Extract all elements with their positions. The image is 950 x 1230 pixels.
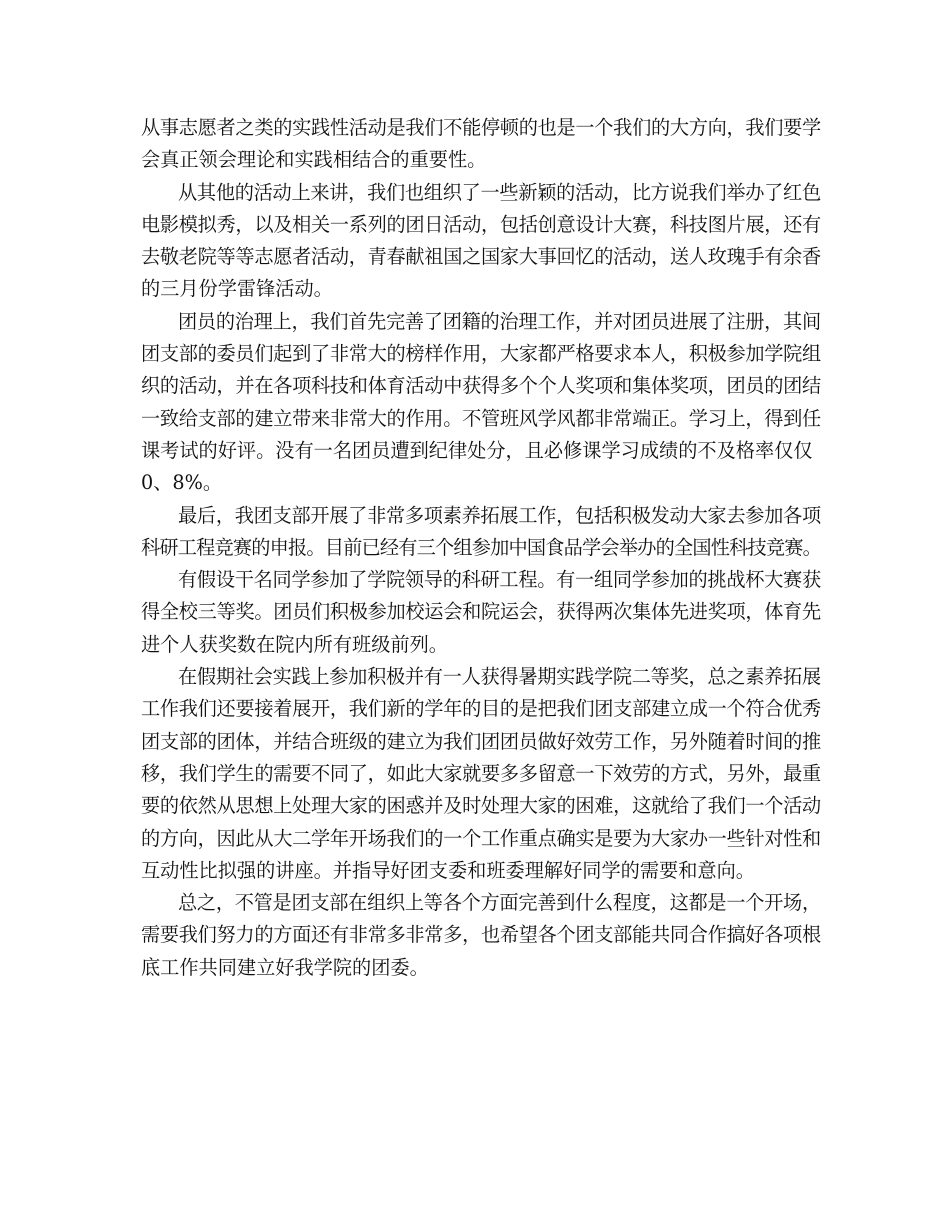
- text-line: 去敬老院等等志愿者活动，青春献祖国之国家大事回忆的活动，送人玫瑰手有余香: [141, 245, 821, 269]
- text-line: 电影模拟秀，以及相关一系列的团日活动，包括创意设计大赛，科技图片展，还有: [141, 212, 821, 236]
- text-line: 最后，我团支部开展了非常多项素养拓展工作，包括积极发动大家去参加各项: [178, 503, 821, 527]
- text-line: 得全校三等奖。团员们积极参加校运会和院运会，获得两次集体先进奖项，体育先: [141, 600, 821, 624]
- text-line: 科研工程竞赛的申报。目前已经有三个组参加中国食品学会举办的全国性科技竞赛。: [141, 535, 821, 559]
- text-line: 要的依然从思想上处理大家的困惑并及时处理大家的困难，这就给了我们一个活动: [141, 794, 821, 818]
- text-line: 需要我们努力的方面还有非常多非常多，也希望各个团支部能共同合作搞好各项根: [141, 923, 821, 947]
- text-line: 织的活动，并在各项科技和体育活动中获得多个个人奖项和集体奖项，团员的团结: [141, 374, 821, 398]
- text-line: 团支部的委员们起到了非常大的榜样作用，大家都严格要求本人，积极参加学院组: [141, 342, 821, 366]
- text-line: 团支部的团体，并结合班级的建立为我们团团员做好效劳工作，另外随着时间的推: [141, 729, 821, 753]
- text-line: 从其他的活动上来讲，我们也组织了一些新颖的活动，比方说我们举办了红色: [178, 180, 821, 204]
- text-line: 互动性比拟强的讲座。并指导好团支委和班委理解好同学的需要和意向。: [141, 858, 755, 882]
- text-line: 总之，不管是团支部在组织上等各个方面完善到什么程度，这都是一个开场，: [178, 891, 821, 915]
- text-line: 底工作共同建立好我学院的团委。: [141, 955, 429, 979]
- text-line: 有假设干名同学参加了学院领导的科研工程。有一组同学参加的挑战杯大赛获: [178, 568, 821, 592]
- text-line: 的方向，因此从大二学年开场我们的一个工作重点确实是要为大家办一些针对性和: [141, 826, 821, 850]
- text-line: 进个人获奖数在院内所有班级前列。: [141, 632, 448, 656]
- text-line: 会真正领会理论和实践相结合的重要性。: [141, 148, 487, 172]
- text-line: 移，我们学生的需要不同了，如此大家就要多多留意一下效劳的方式，另外，最重: [141, 761, 821, 785]
- text-line: 从事志愿者之类的实践性活动是我们不能停顿的也是一个我们的大方向，我们要学: [141, 116, 821, 139]
- text-line: 一致给支部的建立带来非常大的作用。不管班风学风都非常端正。学习上，得到任: [141, 406, 821, 430]
- text-line: 在假期社会实践上参加积极并有一人获得暑期实践学院二等奖，总之素养拓展: [178, 665, 821, 689]
- text-line: 课考试的好评。没有一名团员遭到纪律处分，且必修课学习成绩的不及格率仅仅: [141, 438, 813, 462]
- text-line: 团员的治理上，我们首先完善了团籍的治理工作，并对团员进展了注册，其间: [178, 309, 821, 333]
- text-line: 0、8%。: [141, 471, 223, 495]
- document-body: [141, 112, 821, 984]
- text-line: 的三月份学雷锋活动。: [141, 277, 333, 301]
- text-line: 工作我们还要接着展开，我们新的学年的目的是把我们团支部建立成一个符合优秀: [141, 697, 821, 721]
